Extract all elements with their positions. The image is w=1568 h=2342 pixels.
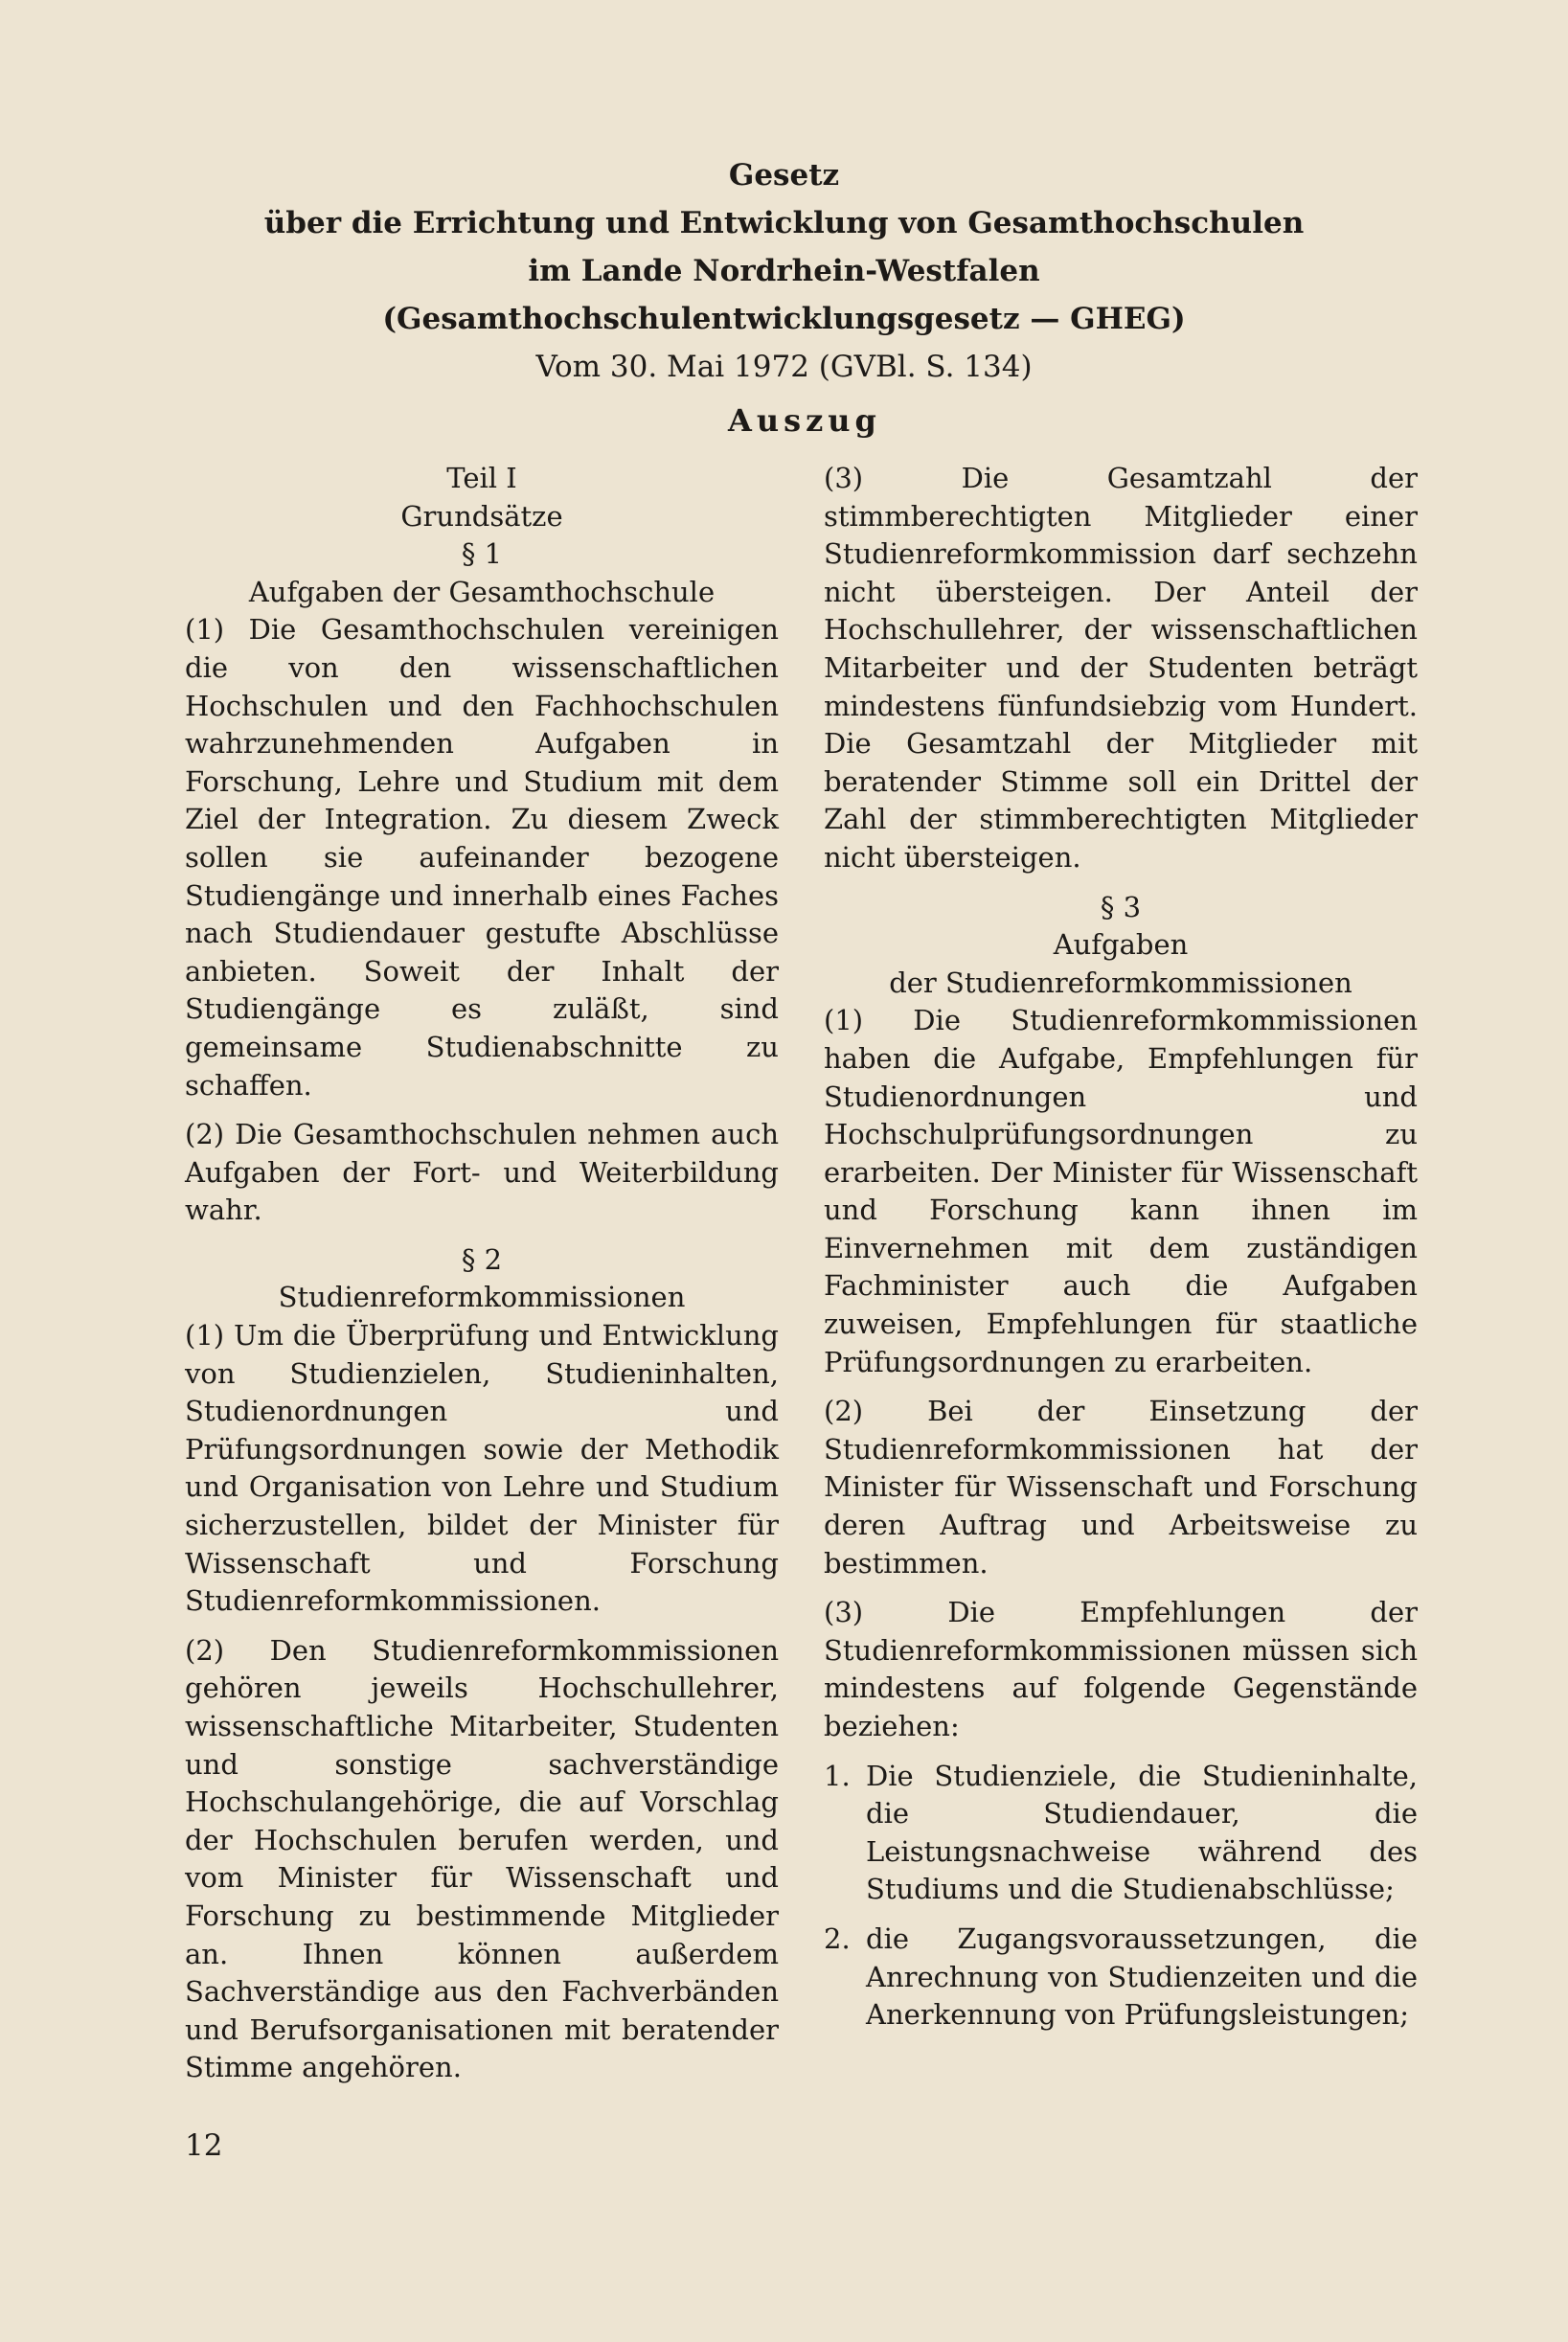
teil-label: Teil I xyxy=(446,462,517,494)
law-title xyxy=(0,151,1568,391)
law-date: Vom 30. Mai 1972 (GVBl. S. 134) xyxy=(535,350,1033,384)
section-2-paragraph-1: (1) Um die Überprüfung und Entwicklung von Studienzielen, Studieninhalten, Studienordnungen und Prüfungsordnungen sowie der Methodik und Organisation von Lehre und Studium sicherzustellen, bildet der Minister für Wissenschaft und Forschung Studienreformkommissionen. xyxy=(185,1319,779,1618)
section-3-number: § 3 xyxy=(1100,890,1142,923)
section-3-heading-line-2: der Studienreformkommissionen xyxy=(889,966,1352,999)
section-2-number: § 2 xyxy=(461,1242,503,1276)
title-line-4: (Gesamthochschulentwicklungsgesetz — GHEG) xyxy=(382,302,1186,336)
page-number: 12 xyxy=(185,2128,223,2163)
list-item-number: 2. xyxy=(824,1921,851,1955)
teil-title: Grundsätze xyxy=(400,499,563,533)
list-item-text: die Zugangsvoraussetzungen, die Anrechnung von Studienzeiten und die Anerkennung von Prüfungsleistungen; xyxy=(866,1921,1418,2032)
section-3-paragraph-3: (3) Die Empfehlungen der Studienreformkommissionen müssen sich mindestens auf folgende Gegenstände beziehen: xyxy=(824,1596,1418,1742)
section-3-paragraph-1: (1) Die Studienreformkommissionen haben die Aufgabe, Empfehlungen für Studienordnungen und Hochschulprüfungsordnungen zu erarbeiten. Der Minister für Wissenschaft und Forschung kann ihnen im Einvernehmen mit dem zuständigen Fachminister auch die Aufgaben zuweisen, Empfehlungen für staatliche Prüfungsordnungen zu erarbeiten. xyxy=(824,1004,1418,1378)
section-3-heading-line-1: Aufgaben xyxy=(1053,928,1189,962)
section-2-heading: Studienreformkommissionen xyxy=(278,1281,686,1314)
title-line-1: Gesetz xyxy=(728,158,840,193)
list-item xyxy=(824,1921,1418,2035)
list-item-text: Die Studienziele, die Studieninhalte, die Studiendauer, die Leistungsnachweise während des Studiums und die Studienabschlüsse; xyxy=(866,1759,1418,1906)
section-1-paragraph-1: (1) Die Gesamthochschulen vereinigen die von den wissenschaftlichen Hochschulen und den Fachhochschulen wahrzunehmenden Aufgaben in Forschung, Lehre und Studium mit dem Ziel der Integration. Zu diesem Zweck sollen sie aufeinander bezogene Studiengänge und innerhalb eines Faches nach Studiendauer gestufte Abschlüsse anbieten. Soweit der Inhalt der Studiengänge es zuläßt, sind gemeinsame Studienabschnitte zu schaffen. xyxy=(185,613,779,1102)
left-column xyxy=(185,460,779,2099)
section-3-paragraph-2: (2) Bei der Einsetzung der Studienreformkommissionen hat der Minister für Wissenschaft und Forschung deren Auftrag und Arbeitsweise zu bestimmen. xyxy=(824,1395,1418,1580)
list-item-number: 1. xyxy=(824,1759,851,1792)
section-2-paragraph-3: (3) Die Gesamtzahl der stimmberechtigten Mitglieder einer Studienreformkommission darf sechzehn nicht übersteigen. Der Anteil der Hochschullehrer, der wissenschaftlichen Mitarbeiter und der Studenten beträgt mindestens fünfundsiebzig vom Hundert. Die Gesamtzahl der Mitglieder mit beratender Stimme soll ein Drittel der Zahl der stimmberechtigten Mitglieder nicht übersteigen. xyxy=(824,462,1418,874)
right-column xyxy=(824,460,1418,2046)
auszug-label: Auszug xyxy=(728,402,881,439)
title-line-2: über die Errichtung und Entwicklung von Gesamthochschulen xyxy=(263,206,1305,240)
section-1-number: § 1 xyxy=(461,537,503,571)
section-2-paragraph-2: (2) Den Studienreformkommissionen gehören jeweils Hochschullehrer, wissenschaftliche Mitarbeiter, Studenten und sonstige sachverständige Hochschulangehörige, die auf Vorschlag der Hochschulen berufen werden, und vom Minister für Wissenschaft und Forschung zu bestimmende Mitglieder an. Ihnen können außerdem Sachverständige aus den Fachverbänden und Berufsorganisationen mit beratender Stimme angehören. xyxy=(185,1633,779,2084)
title-line-3: im Lande Nordrhein-Westfalen xyxy=(528,254,1040,288)
section-1-heading: Aufgaben der Gesamthochschule xyxy=(248,575,716,608)
section-1-paragraph-2: (2) Die Gesamthochschulen nehmen auch Aufgaben der Fort- und Weiterbildung wahr. xyxy=(185,1118,779,1227)
list-item xyxy=(824,1758,1418,1909)
